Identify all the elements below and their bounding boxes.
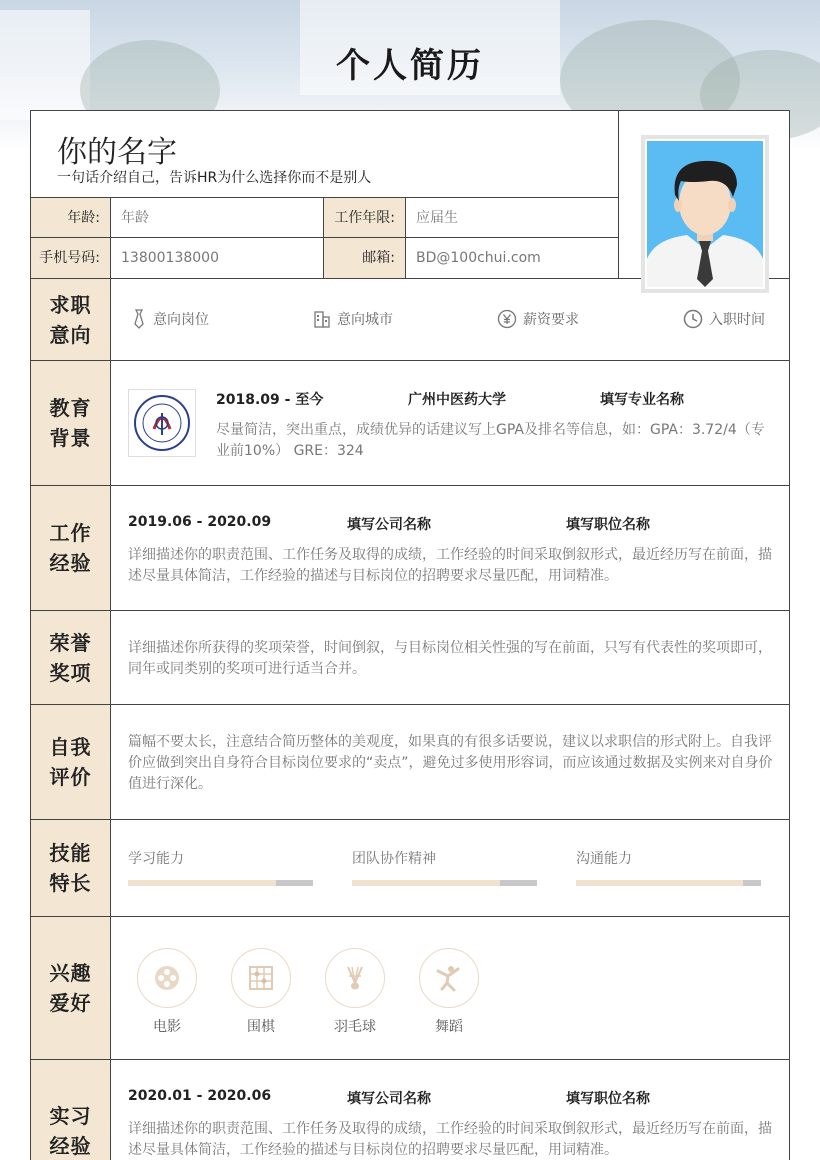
work-company: 填写公司名称 — [347, 517, 431, 533]
basic-info-grid — [31, 198, 619, 278]
years-label: 工作年限: — [324, 198, 406, 238]
work-position: 填写职位名称 — [566, 517, 650, 533]
section-hobbies — [31, 916, 789, 1059]
hobby-item: 舞蹈 — [419, 948, 479, 1036]
section-label: 教育 背景 — [31, 361, 111, 485]
years-value: 应届生 — [406, 198, 619, 238]
section-label: 实习 经验 — [31, 1060, 111, 1160]
section-label: 技能 特长 — [31, 820, 111, 916]
clock-icon — [683, 309, 703, 329]
profile-photo — [641, 135, 769, 293]
section-internship — [31, 1059, 789, 1160]
yen-icon — [497, 309, 517, 329]
intent-position: 意向岗位 — [131, 309, 209, 329]
phone-label: 手机号码: — [31, 238, 111, 278]
email-value: BD@100chui.com — [406, 238, 619, 278]
section-skills — [31, 819, 789, 916]
email-label: 邮箱: — [324, 238, 406, 278]
page-title: 个人简历 — [336, 46, 484, 86]
internship-position: 填写职位名称 — [566, 1091, 650, 1107]
internship-date: 2020.01 - 2020.06 — [128, 1088, 272, 1104]
candidate-tagline: 一句话介绍自己，告诉HR为什么选择你而不是别人 — [57, 170, 372, 186]
school-logo — [128, 389, 196, 457]
dancer-icon — [434, 963, 464, 993]
intent-salary: 薪资要求 — [497, 309, 579, 329]
building-icon — [313, 310, 331, 328]
resume-frame — [30, 110, 790, 1160]
section-education — [31, 360, 789, 485]
intent-start-time: 入职时间 — [683, 309, 765, 329]
section-label: 工作 经验 — [31, 486, 111, 610]
age-label: 年龄: — [31, 198, 111, 238]
section-label: 荣誉 奖项 — [31, 611, 111, 704]
section-label: 兴趣 爱好 — [31, 917, 111, 1059]
section-label: 求职 意向 — [31, 279, 111, 360]
avatar-illustration — [647, 141, 763, 287]
education-major: 填写专业名称 — [600, 392, 684, 408]
internship-desc: 详细描述你的职责范围、工作任务及取得的成绩，工作经验的时间采取倒叙形式，最近经历写在前面，描述尽量具体简洁，工作经验的描述与目标岗位的招聘要求尽量匹配，用词精准。 — [128, 1121, 772, 1158]
education-school: 广州中医药大学 — [408, 392, 506, 408]
section-label: 自我 评价 — [31, 705, 111, 819]
work-date: 2019.06 - 2020.09 — [128, 514, 272, 530]
skill-item: 团队协作精神 — [352, 848, 537, 886]
internship-company: 填写公司名称 — [347, 1091, 431, 1107]
go-board-icon — [246, 963, 276, 993]
skill-item: 学习能力 — [128, 848, 313, 886]
education-date: 2018.09 - 至今 — [216, 392, 324, 408]
hobby-item: 电影 — [137, 948, 197, 1036]
skill-item: 沟通能力 — [576, 848, 761, 886]
hobby-item: 羽毛球 — [325, 948, 385, 1036]
intent-city: 意向城市 — [313, 309, 393, 329]
shuttlecock-icon — [340, 963, 370, 993]
film-reel-icon — [152, 963, 182, 993]
education-desc: 尽量简洁，突出重点，成绩优异的话建议写上GPA及排名等信息，如：GPA：3.72/4（专业前10%） GRE：324 — [216, 422, 765, 459]
skill-bar — [576, 880, 761, 886]
hobby-item: 围棋 — [231, 948, 291, 1036]
candidate-name: 你的名字 — [57, 135, 177, 170]
honors-desc: 详细描述你所获得的奖项荣誉，时间倒叙，与目标岗位相关性强的写在前面，只写有代表性的奖项即可，同年或同类别的奖项可进行适当合并。 — [128, 640, 772, 677]
work-desc: 详细描述你的职责范围、工作任务及取得的成绩，工作经验的时间采取倒叙形式，最近经历写在前面，描述尽量具体简洁，工作经验的描述与目标岗位的招聘要求尽量匹配，用词精准。 — [128, 547, 772, 584]
skill-bar — [352, 880, 537, 886]
tie-icon — [131, 309, 147, 329]
school-seal-icon — [132, 393, 192, 453]
section-self-eval — [31, 704, 789, 819]
phone-value: 13800138000 — [111, 238, 324, 278]
self-eval-desc: 篇幅不要太长，注意结合简历整体的美观度，如果真的有很多话要说，建议以求职信的形式附上。自我评价应做到突出自身符合目标岗位要求的“卖点”，避免过多使用形容词，而应该通过数据及实例来对自身价值进行深化。 — [128, 734, 773, 792]
age-value: 年龄 — [111, 198, 324, 238]
skill-bar — [128, 880, 313, 886]
section-work — [31, 485, 789, 610]
name-block — [31, 111, 619, 198]
section-honors — [31, 610, 789, 704]
